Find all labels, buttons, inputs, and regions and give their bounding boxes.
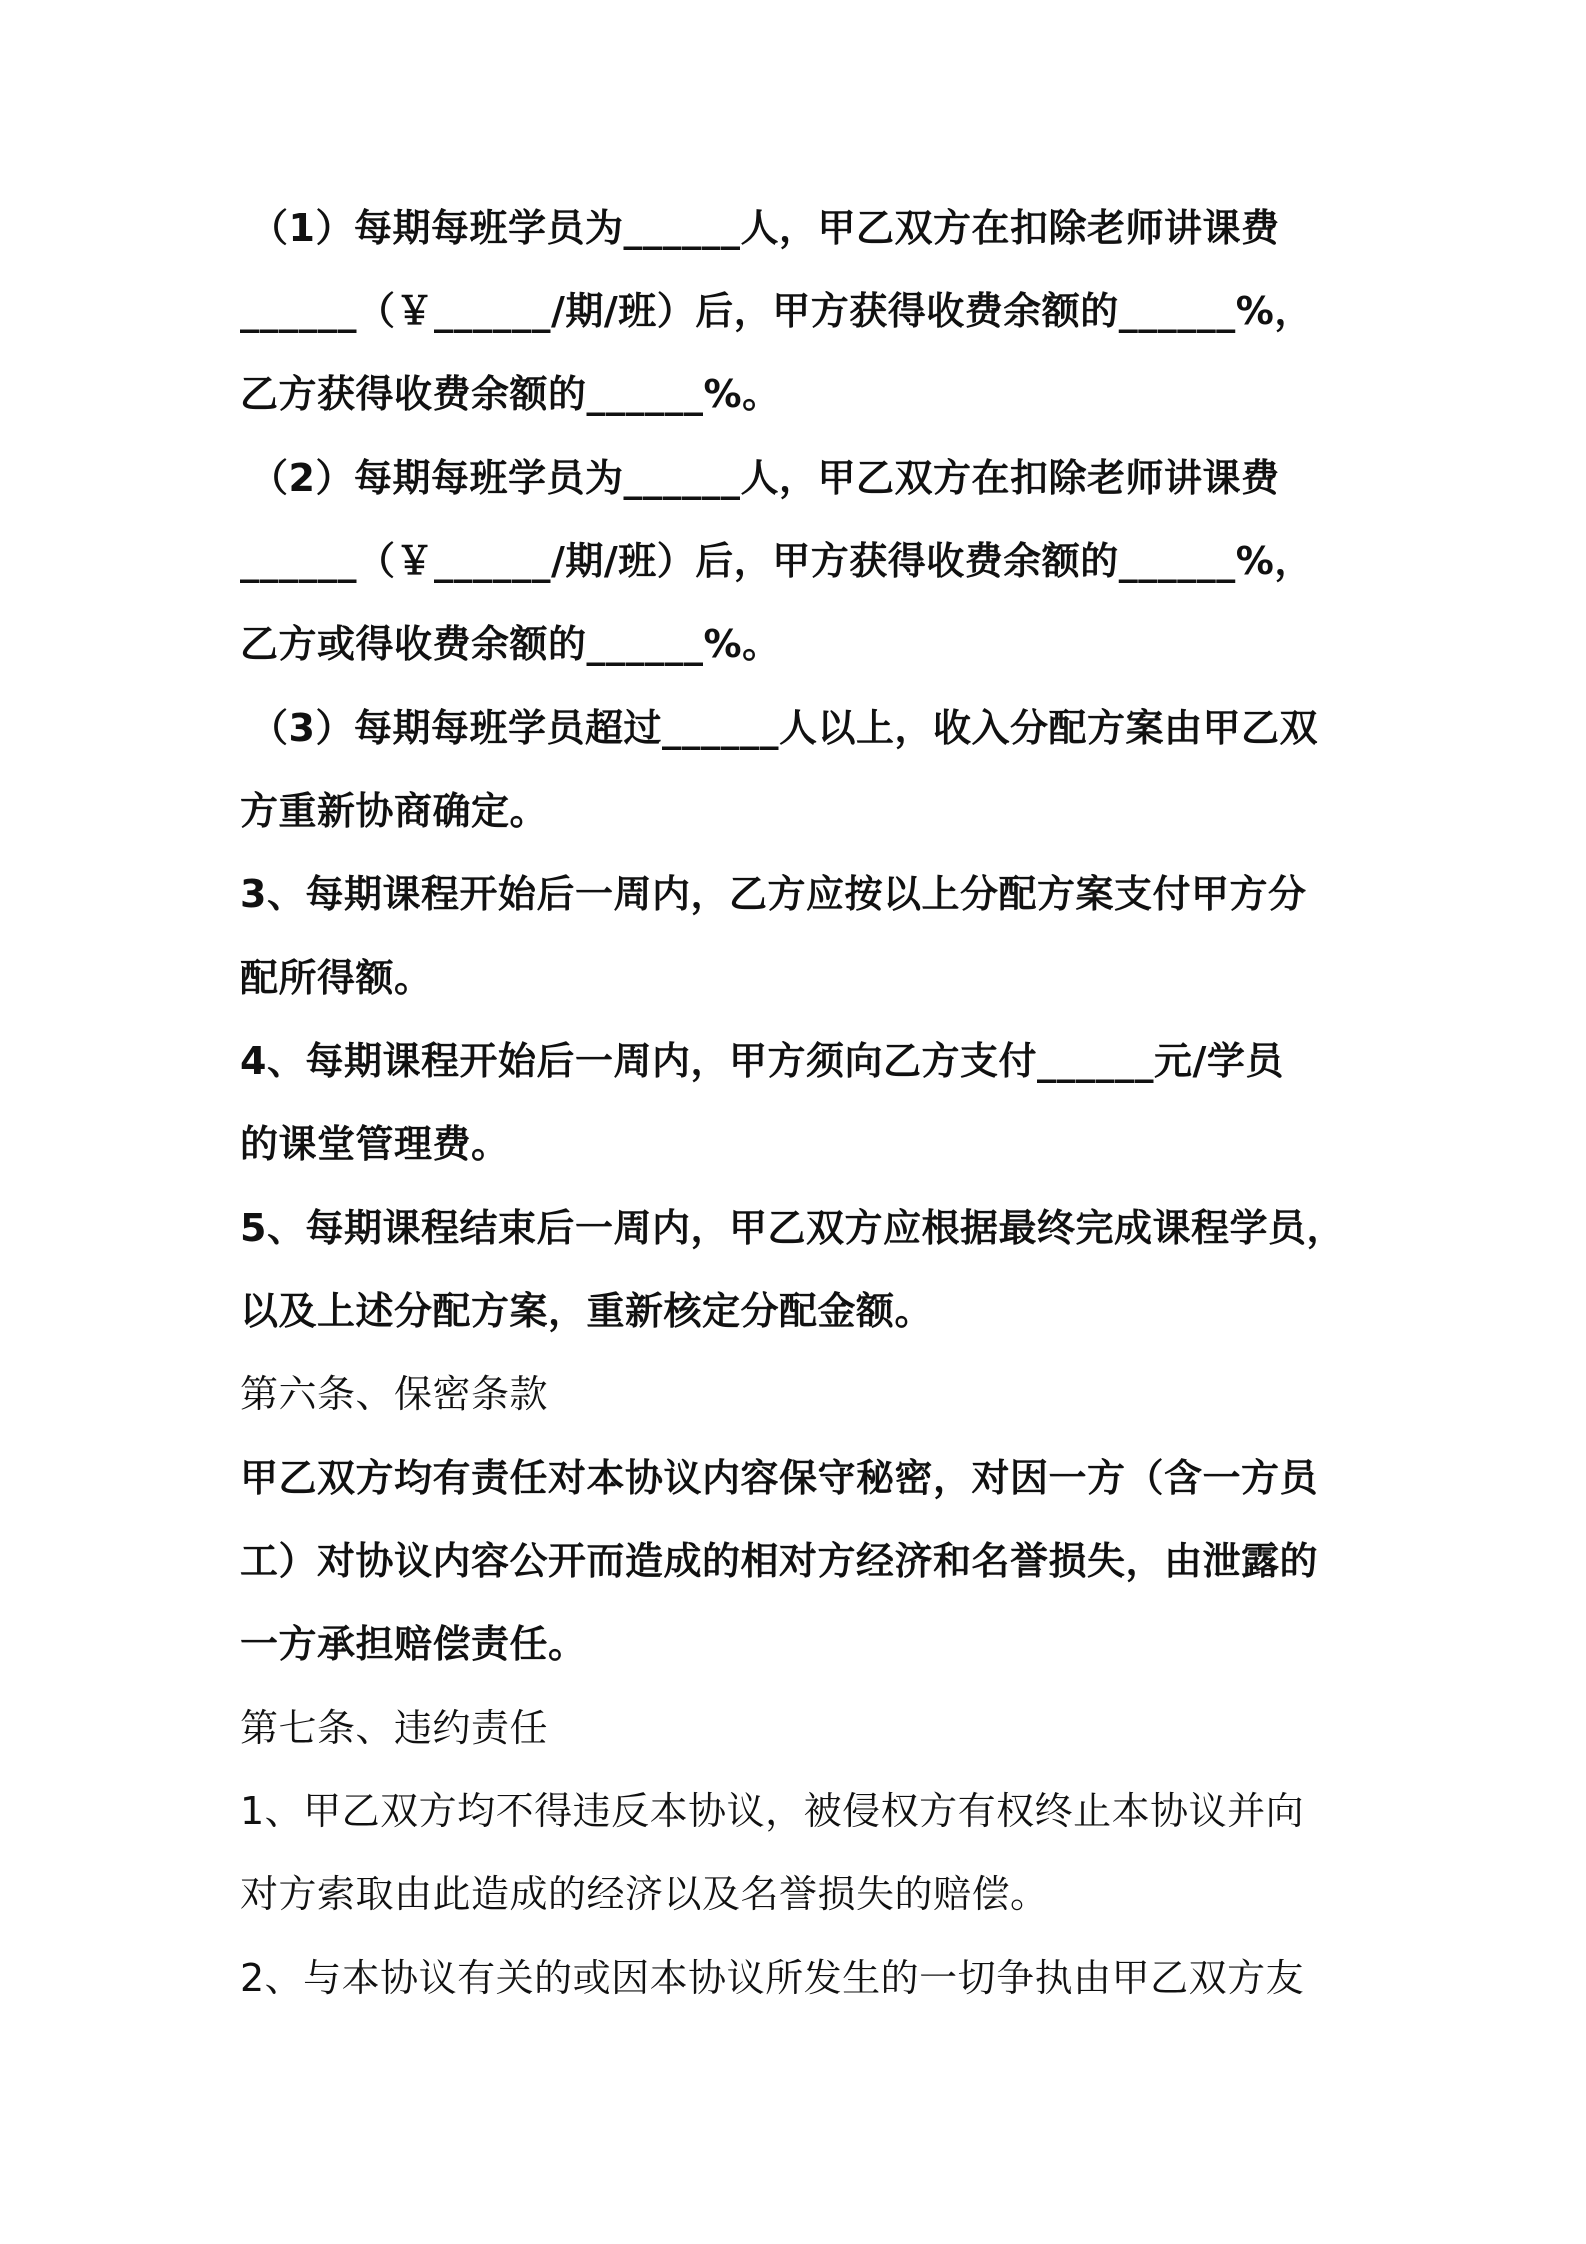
text-line: 2、与本协议有关的或因本协议所发生的一切争执由甲乙双方友 [240, 1956, 1305, 2000]
text-line: 方重新协商确定。 [240, 789, 549, 833]
text-line: ______（￥______/期/班）后，甲方获得收费余额的______%， [240, 539, 1313, 583]
text-line: ______（￥______/期/班）后，甲方获得收费余额的______%， [240, 289, 1313, 333]
text-line: 甲乙双方均有责任对本协议内容保守秘密，对因一方（含一方员 [240, 1456, 1319, 1500]
section-heading: 第七条、违约责任 [240, 1706, 549, 1750]
text-line: （1）每期每班学员为______人，甲乙双方在扣除老师讲课费 [250, 206, 1280, 250]
text-line: 对方索取由此造成的经济以及名誉损失的赔偿。 [240, 1872, 1049, 1916]
text-line: 的课堂管理费。 [240, 1122, 510, 1166]
text-line: （3）每期每班学员超过______人以上，收入分配方案由甲乙双 [250, 706, 1318, 750]
text-line: 一方承担赔偿责任。 [240, 1622, 587, 1666]
text-line: 乙方或得收费余额的______%。 [240, 622, 781, 666]
text-line: 5、每期课程结束后一周内，甲乙双方应根据最终完成课程学员， [240, 1206, 1345, 1250]
text-line: 3、每期课程开始后一周内，乙方应按以上分配方案支付甲方分 [240, 872, 1307, 916]
text-line: 4、每期课程开始后一周内，甲方须向乙方支付______元/学员 [240, 1039, 1284, 1083]
section-heading: 第六条、保密条款 [240, 1372, 549, 1416]
text-line: 乙方获得收费余额的______%。 [240, 372, 781, 416]
text-line: 工）对协议内容公开而造成的相对方经济和名誉损失，由泄露的 [240, 1539, 1319, 1583]
text-line: 配所得额。 [240, 956, 433, 1000]
text-line: 以及上述分配方案，重新核定分配金额。 [240, 1289, 934, 1333]
text-line: （2）每期每班学员为______人，甲乙双方在扣除老师讲课费 [250, 456, 1280, 500]
text-line: 1、甲乙双方均不得违反本协议，被侵权方有权终止本协议并向 [240, 1789, 1305, 1833]
